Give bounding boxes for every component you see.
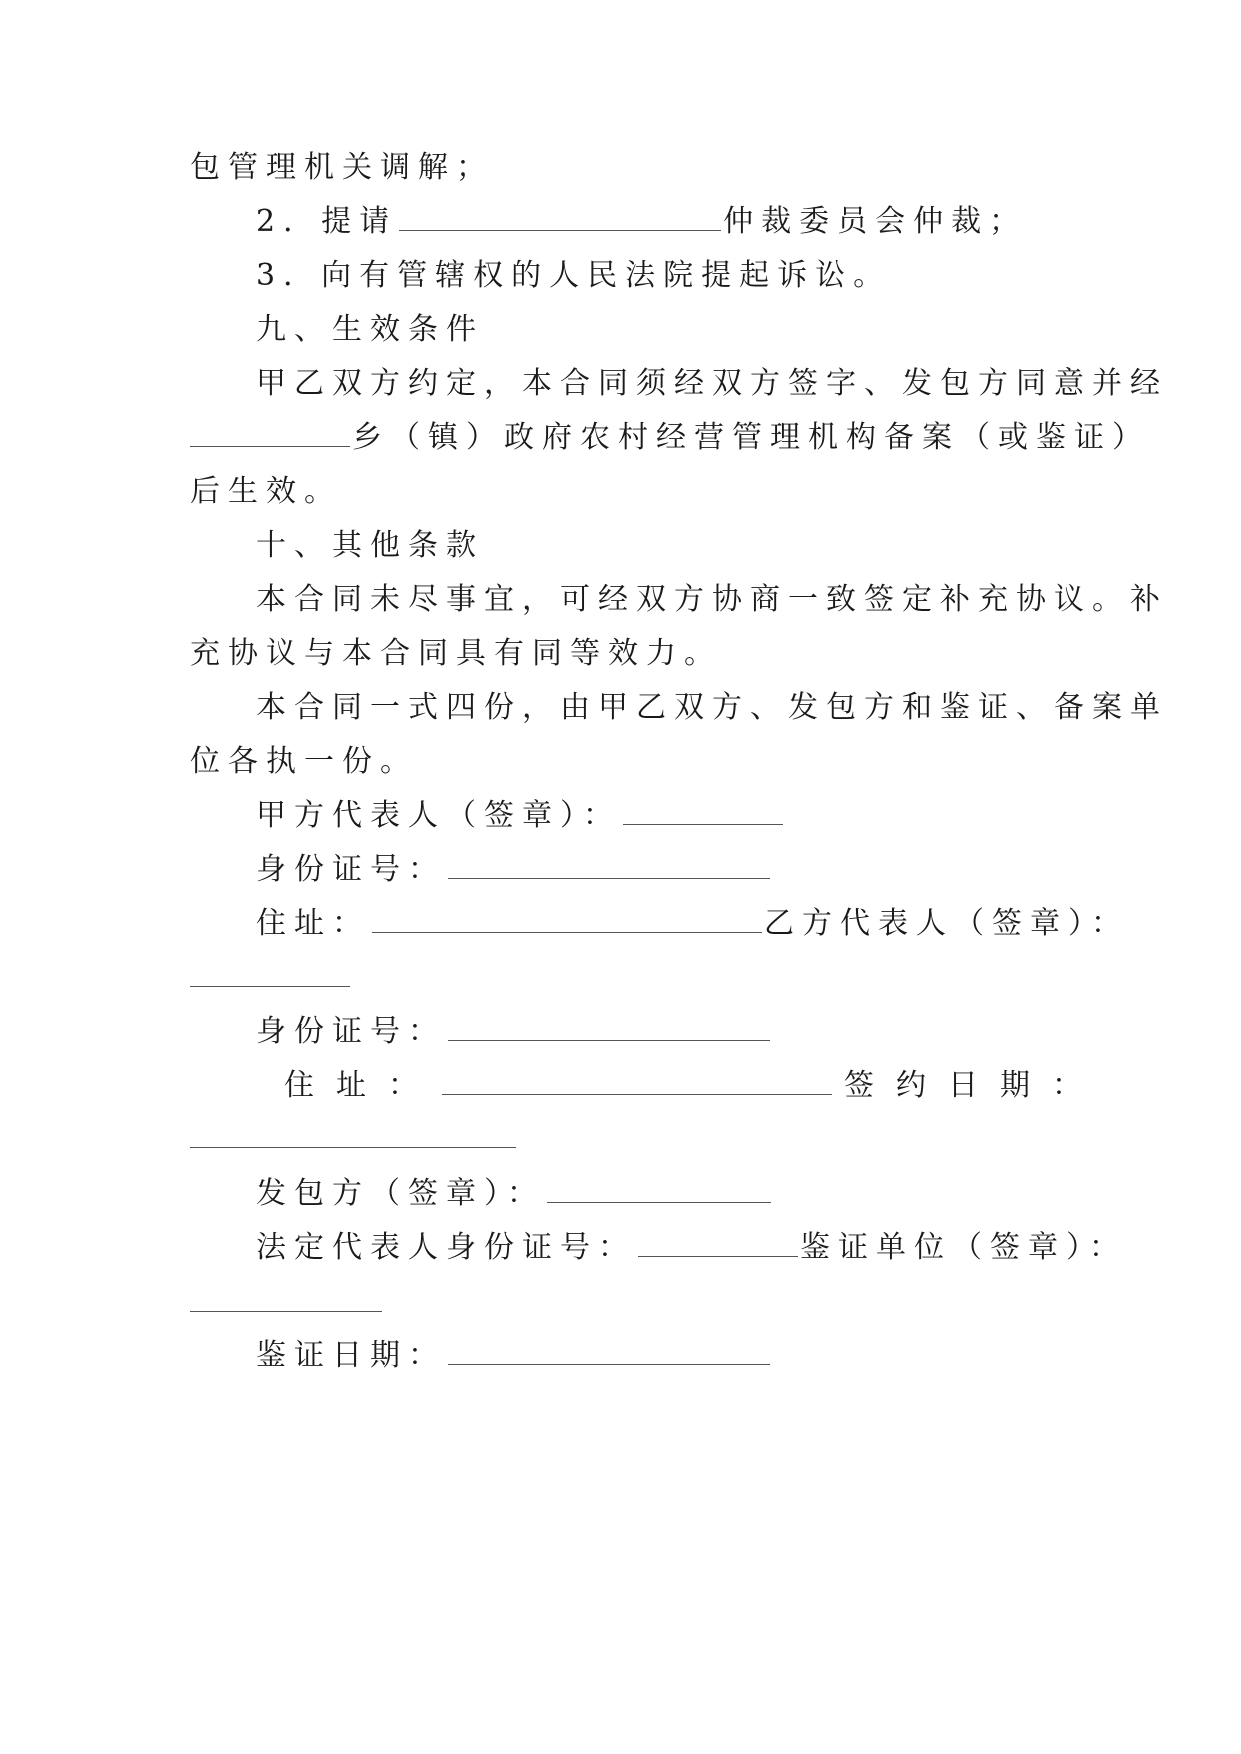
text-line-litigation: 3．向有管辖权的人民法院提起诉讼。 (256, 258, 892, 293)
township-blank[interactable] (190, 422, 350, 447)
party-a-address-line: 住址： 乙方代表人（签章）： (256, 906, 1129, 941)
text-line-agreement: 甲乙双方约定，本合同须经双方签字、发包方同意并经 (256, 366, 1168, 401)
party-a-signature-blank[interactable] (623, 800, 783, 825)
party-b-signature-blank[interactable] (190, 985, 350, 987)
section-heading-other-terms: 十、其他条款 (256, 528, 484, 563)
signing-date-blank[interactable] (190, 1146, 516, 1148)
party-a-address-blank[interactable] (372, 908, 762, 933)
certification-date-line: 鉴证日期： (256, 1336, 772, 1376)
party-b-address-blank[interactable] (442, 1070, 832, 1095)
party-b-address-line: 住址： 签约日期： (284, 1068, 1104, 1103)
arbitration-committee-blank[interactable] (399, 206, 721, 231)
legal-rep-id-blank[interactable] (638, 1232, 798, 1257)
text-line-takes-effect: 后生效。 (190, 474, 342, 509)
text-line-supplement: 本合同未尽事宜，可经双方协商一致签定补充协议。补 (256, 582, 1168, 617)
section-heading-effective-conditions: 九、生效条件 (256, 312, 484, 347)
employer-signature-blank[interactable] (547, 1178, 771, 1203)
party-b-id-blank[interactable] (448, 1016, 770, 1041)
text-line-township-filing: 乡（镇）政府农村经营管理机构备案（或鉴证） (190, 418, 1060, 458)
text-line-arbitration: 2．提请 仲裁委员会仲裁； (256, 204, 1028, 239)
certification-date-blank[interactable] (448, 1340, 770, 1365)
party-a-id-line: 身份证号： (256, 850, 772, 890)
certification-unit-blank[interactable] (190, 1310, 382, 1312)
employer-signature-line: 发包方（签章）： (256, 1174, 773, 1214)
party-a-signature-line: 甲方代表人（签章）： (256, 796, 785, 836)
text-line-copies: 本合同一式四份，由甲乙双方、发包方和鉴证、备案单 (256, 690, 1168, 725)
text-line-mediation: 包管理机关调解； (190, 150, 494, 185)
party-a-id-blank[interactable] (448, 854, 770, 879)
legal-rep-id-line: 法定代表人身份证号： 鉴证单位（签章）： (256, 1230, 1127, 1265)
party-b-id-line: 身份证号： (256, 1012, 772, 1052)
text-line-supplement-cont: 充协议与本合同具有同等效力。 (190, 636, 722, 671)
text-line-copies-cont: 位各执一份。 (190, 744, 418, 779)
